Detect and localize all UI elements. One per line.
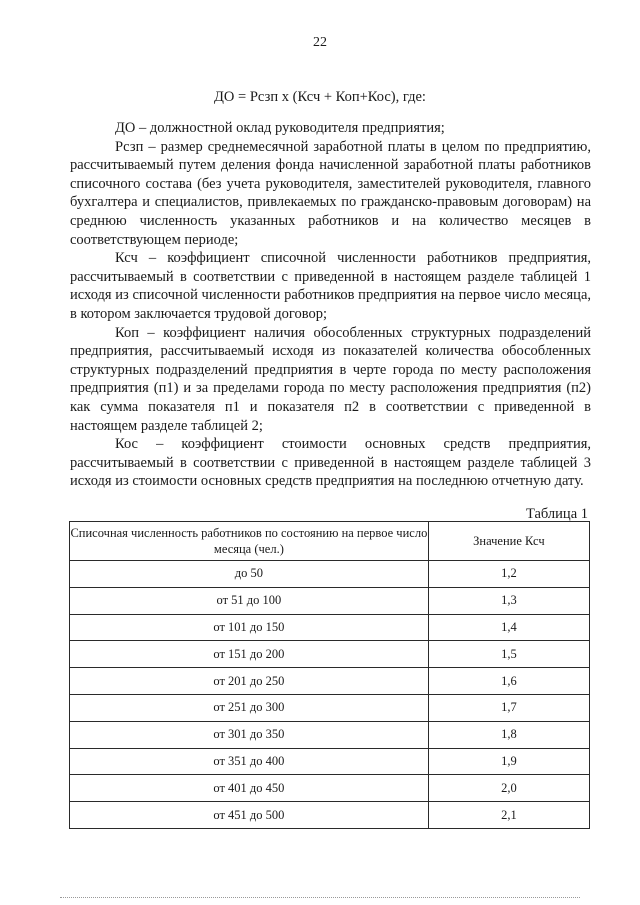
paragraph-do: ДО – должностной оклад руководителя предприятия; [115, 120, 445, 136]
header-ksch-value: Значение Ксч [428, 522, 589, 561]
headcount-cell: от 451 до 500 [70, 802, 429, 829]
salary-formula: ДО = Рсзп х (Ксч + Коп+Кос), где: [214, 89, 426, 105]
paragraph-kos: Кос – коэффициент стоимости основных средств предприятия, рассчитываемый в соответствии с приведенной в настоящем разделе таблицей 3 исходя из стоимости основных средств предприятия на последнюю отчетную дату. [70, 436, 591, 490]
ksch-value-cell: 2,1 [428, 802, 589, 829]
ksch-value-cell: 1,3 [428, 587, 589, 614]
ksch-value-cell: 1,4 [428, 614, 589, 641]
table-row [70, 641, 590, 668]
table-row [70, 614, 590, 641]
headcount-cell: от 251 до 300 [70, 694, 429, 721]
headcount-cell: от 51 до 100 [70, 587, 429, 614]
headcount-cell: от 201 до 250 [70, 668, 429, 695]
table-label: Таблица 1 [525, 506, 588, 522]
table-row [70, 587, 590, 614]
headcount-cell: от 301 до 350 [70, 721, 429, 748]
paragraph-rszp: Рсзп – размер среднемесячной заработной платы в целом по предприятию, рассчитываемый путем деления фонда начисленной заработной платы работников списочного состава (без учета руководителя, заместителей руководителя, главного бухгалтера и специалистов, привлекаемых по гражданско-правовым договорам) на среднюю численность указанных работников и на количество месяцев в соответствующем периоде; [70, 138, 591, 248]
ksch-value-cell: 1,6 [428, 668, 589, 695]
headcount-cell: от 351 до 400 [70, 748, 429, 775]
headcount-cell: от 101 до 150 [70, 614, 429, 641]
ksch-value-cell: 1,2 [428, 561, 589, 588]
ksch-value-cell: 1,7 [428, 694, 589, 721]
headcount-cell: от 151 до 200 [70, 641, 429, 668]
table-row [70, 802, 590, 829]
ksch-value-cell: 2,0 [428, 775, 589, 802]
definitions-text [70, 119, 591, 491]
table-row [70, 694, 590, 721]
header-headcount: Списочная численность работников по состоянию на первое число месяца (чел.) [70, 522, 429, 561]
ksch-value-cell: 1,9 [428, 748, 589, 775]
headcount-cell: от 401 до 450 [70, 775, 429, 802]
ksch-value-cell: 1,8 [428, 721, 589, 748]
table-row [70, 668, 590, 695]
scan-artifact-line [60, 897, 580, 899]
table-row [70, 721, 590, 748]
paragraph-kop: Коп – коэффициент наличия обособленных структурных подразделений предприятия, рассчитываемый исходя из показателей количества обособленных структурных подразделений предприятия в черте города по месту расположения предприятия (п1) и за пределами города по месту расположения предприятия (п2) как сумма показателя п1 и показателя п2 в соответствии с приведенной в настоящем разделе таблицей 2; [70, 324, 591, 434]
page-number: 22 [313, 35, 327, 50]
paragraph-ksch: Ксч – коэффициент списочной численности работников предприятия, рассчитываемый в соответствии с приведенной в настоящем разделе таблицей 1 исходя из списочной численности работников предприятия на первое число месяца, в котором заключается трудовой договор; [70, 250, 591, 322]
table-row [70, 561, 590, 588]
headcount-cell: до 50 [70, 561, 429, 588]
table-row [70, 775, 590, 802]
ksch-table [69, 521, 590, 829]
table-row [70, 748, 590, 775]
ksch-value-cell: 1,5 [428, 641, 589, 668]
table-header-row [70, 522, 590, 561]
